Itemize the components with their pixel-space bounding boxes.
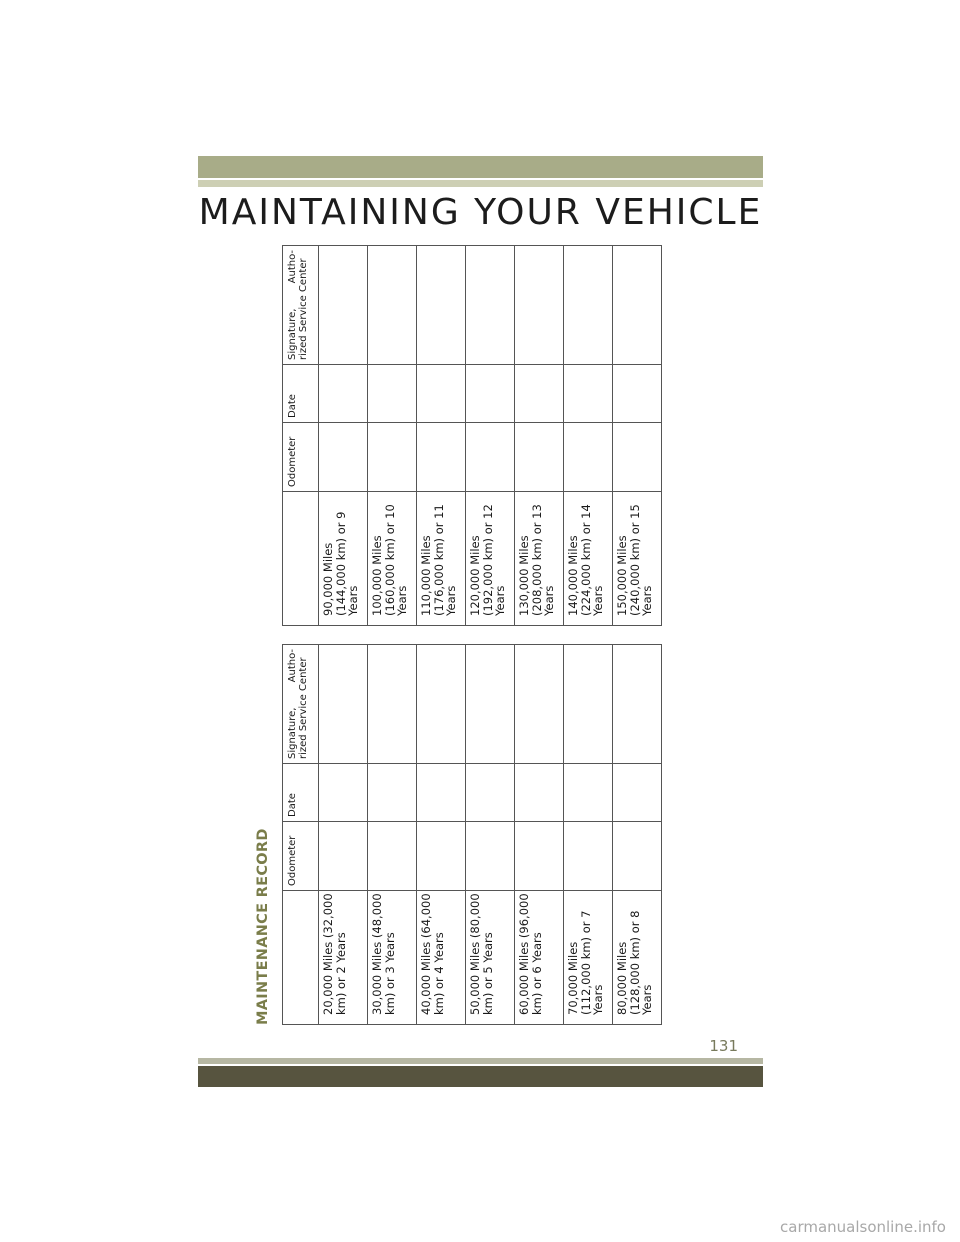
- interval-cell: 100,000 Miles (160,000 km) or 10 Years: [368, 492, 417, 626]
- odometer-cell[interactable]: [417, 423, 466, 492]
- table-row: [417, 645, 466, 1025]
- date-cell[interactable]: [368, 764, 417, 822]
- interval-cell: 150,000 Miles (240,000 km) or 15 Years: [613, 492, 662, 626]
- date-cell[interactable]: [515, 365, 564, 423]
- table-row: [613, 645, 662, 1025]
- table-row: [613, 246, 662, 626]
- date-cell[interactable]: [564, 764, 613, 822]
- page-number: 131: [709, 1037, 738, 1055]
- signature-cell[interactable]: [613, 645, 662, 764]
- page-title: MAINTAINING YOUR VEHICLE: [198, 192, 763, 233]
- signature-cell[interactable]: [319, 645, 368, 764]
- interval-cell: 80,000 Miles (128,000 km) or 8 Years: [613, 891, 662, 1025]
- date-cell[interactable]: [466, 365, 515, 423]
- odometer-cell[interactable]: [466, 423, 515, 492]
- signature-cell[interactable]: [515, 645, 564, 764]
- column-header-interval: [283, 492, 319, 626]
- signature-cell[interactable]: [564, 246, 613, 365]
- table-row: [417, 246, 466, 626]
- table-header-row: [283, 645, 319, 1025]
- interval-cell: 110,000 Miles (176,000 km) or 11 Years: [417, 492, 466, 626]
- table-row: [319, 246, 368, 626]
- interval-cell: 40,000 Miles (64,000 km) or 4 Years: [417, 891, 466, 1025]
- signature-cell[interactable]: [515, 246, 564, 365]
- date-cell[interactable]: [417, 764, 466, 822]
- table-row: [515, 645, 564, 1025]
- table-row: [515, 246, 564, 626]
- date-cell[interactable]: [368, 365, 417, 423]
- date-cell[interactable]: [319, 764, 368, 822]
- column-header-odometer: Odometer: [283, 423, 319, 492]
- column-header-date: Date: [283, 764, 319, 822]
- maintenance-table-2-wrapper: [282, 245, 662, 626]
- interval-cell: 120,000 Miles (192,000 km) or 12 Years: [466, 492, 515, 626]
- date-cell[interactable]: [613, 365, 662, 423]
- signature-cell[interactable]: [417, 645, 466, 764]
- header-bar: [198, 156, 763, 178]
- maintenance-table-1: [282, 644, 662, 1025]
- interval-cell: 50,000 Miles (80,000 km) or 5 Years: [466, 891, 515, 1025]
- section-title: MAINTENANCE RECORD: [255, 828, 271, 1025]
- column-header-odometer: Odometer: [283, 822, 319, 891]
- table-row: [466, 246, 515, 626]
- odometer-cell[interactable]: [515, 423, 564, 492]
- odometer-cell[interactable]: [613, 423, 662, 492]
- odometer-cell[interactable]: [319, 822, 368, 891]
- column-header-signature: Signature, Autho-rized Service Center: [283, 246, 319, 365]
- odometer-cell[interactable]: [515, 822, 564, 891]
- footer-bar-accent: [198, 1058, 763, 1064]
- odometer-cell[interactable]: [564, 423, 613, 492]
- date-cell[interactable]: [417, 365, 466, 423]
- interval-cell: 70,000 Miles (112,000 km) or 7 Years: [564, 891, 613, 1025]
- column-header-interval: [283, 891, 319, 1025]
- date-cell[interactable]: [466, 764, 515, 822]
- signature-cell[interactable]: [368, 645, 417, 764]
- odometer-cell[interactable]: [368, 822, 417, 891]
- column-header-signature: Signature, Autho-rized Service Center: [283, 645, 319, 764]
- signature-cell[interactable]: [564, 645, 613, 764]
- interval-cell: 60,000 Miles (96,000 km) or 6 Years: [515, 891, 564, 1025]
- footer-bar: [198, 1066, 763, 1087]
- interval-cell: 20,000 Miles (32,000 km) or 2 Years: [319, 891, 368, 1025]
- table-row: [564, 645, 613, 1025]
- signature-cell[interactable]: [417, 246, 466, 365]
- interval-cell: 140,000 Miles (224,000 km) or 14 Years: [564, 492, 613, 626]
- signature-cell[interactable]: [613, 246, 662, 365]
- signature-cell[interactable]: [466, 246, 515, 365]
- odometer-cell[interactable]: [564, 822, 613, 891]
- table-header-row: [283, 246, 319, 626]
- odometer-cell[interactable]: [319, 423, 368, 492]
- column-header-date: Date: [283, 365, 319, 423]
- date-cell[interactable]: [564, 365, 613, 423]
- odometer-cell[interactable]: [466, 822, 515, 891]
- header-bar-accent: [198, 180, 763, 187]
- date-cell[interactable]: [515, 764, 564, 822]
- odometer-cell[interactable]: [368, 423, 417, 492]
- table-row: [368, 645, 417, 1025]
- interval-cell: 30,000 Miles (48,000 km) or 3 Years: [368, 891, 417, 1025]
- signature-cell[interactable]: [466, 645, 515, 764]
- date-cell[interactable]: [319, 365, 368, 423]
- table-row: [466, 645, 515, 1025]
- odometer-cell[interactable]: [613, 822, 662, 891]
- maintenance-table-2: [282, 245, 662, 626]
- maintenance-table-1-wrapper: [282, 644, 662, 1025]
- interval-cell: 130,000 Miles (208,000 km) or 13 Years: [515, 492, 564, 626]
- watermark: carmanualsonline.info: [780, 1218, 946, 1236]
- table-row: [564, 246, 613, 626]
- table-row: [368, 246, 417, 626]
- signature-cell[interactable]: [368, 246, 417, 365]
- date-cell[interactable]: [613, 764, 662, 822]
- table-row: [319, 645, 368, 1025]
- interval-cell: 90,000 Miles (144,000 km) or 9 Years: [319, 492, 368, 626]
- signature-cell[interactable]: [319, 246, 368, 365]
- odometer-cell[interactable]: [417, 822, 466, 891]
